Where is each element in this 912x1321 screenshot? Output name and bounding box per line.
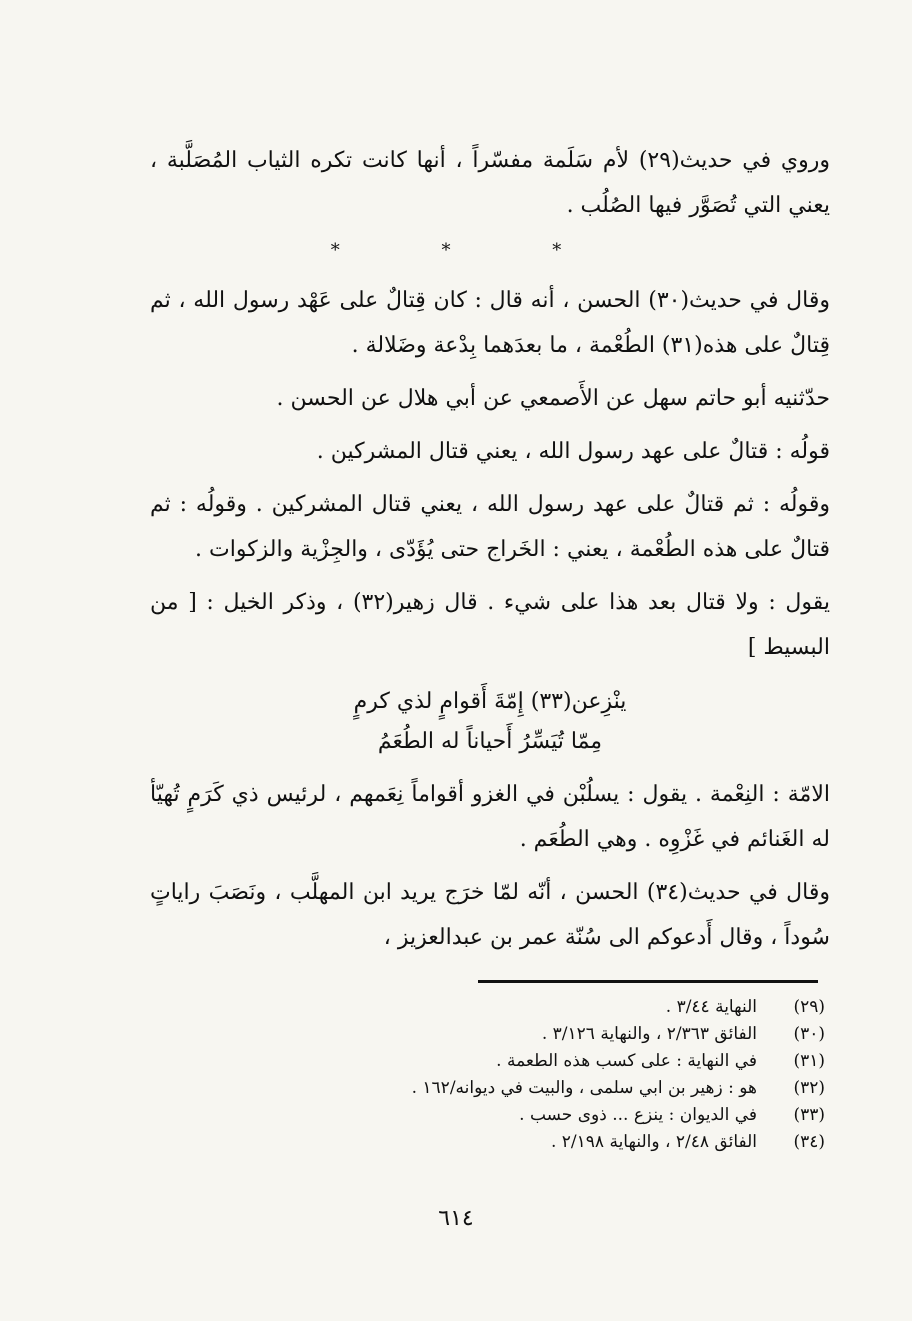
paragraph: وقولُه : ثم قتالٌ على عهد رسول الله ، يعني قتال المشركين . وقولُه : ثم قتالٌ على هذه الطُعْمة ، يعني : الخَراج حتى يُؤَدّى ، والجِزْية والزكوات . xyxy=(150,492,830,562)
verse-line: ينْزِعن(٣٣) إِمّةَ أَقوامٍ لذي كرمٍ xyxy=(353,689,627,714)
footnote-number: (٣٣) xyxy=(793,1105,825,1125)
footnote xyxy=(250,1129,825,1156)
footnote-text: الفائق ٢/٤٨ ، والنهاية ٢/١٩٨ . xyxy=(550,1132,757,1152)
page-number: ٦١٤ xyxy=(438,1206,474,1231)
verse-line: مِمّا تُيَسِّرُ أَحياناً له الطُعَمُ xyxy=(377,729,603,754)
paragraph: وقال في حديث(٣٤) الحسن ، أنّه لمّا خرَج يريد ابن المهلَّب ، ونَصَبَ راياتٍ سُوداً ، وقال أَدعوكم الى سُنّة عمر بن عبدالعزيز ، xyxy=(150,880,830,950)
footnote-number: (٣١) xyxy=(793,1051,825,1071)
section-separator: * * * xyxy=(330,240,610,261)
footnote-number: (٣٢) xyxy=(793,1078,825,1098)
paragraph: قولُه : قتالٌ على عهد رسول الله ، يعني قتال المشركين . xyxy=(316,439,830,464)
poem-verse xyxy=(150,682,830,762)
footnote-divider xyxy=(478,980,818,983)
footnote-text: النهاية ٣/٤٤ . xyxy=(665,997,757,1017)
footnote xyxy=(250,1075,825,1102)
footnote-text: الفائق ٢/٣٦٣ ، والنهاية ٣/١٢٦ . xyxy=(541,1024,757,1044)
footnote-text: في النهاية : على كسب هذه الطعمة . xyxy=(496,1051,757,1071)
paragraph: يقول : ولا قتال بعد هذا على شيء . قال زهير(٣٢) ، وذكر الخيل : [ من البسيط ] xyxy=(150,590,830,660)
footnote-number: (٢٩) xyxy=(793,997,825,1017)
footnote-text: في الديوان : ينزع ... ذوى حسب . xyxy=(519,1105,757,1125)
footnote xyxy=(250,994,825,1021)
footnote-number: (٣٤) xyxy=(793,1132,825,1152)
paragraph: وروي في حديث(٢٩) لأم سَلَمة مفسّراً ، أنها كانت تكره الثياب المُصَلَّبة ، يعني التي تُصَوَّر فيها الصُلُب . xyxy=(150,148,830,218)
paragraph: الامّة : النِعْمة . يقول : يسلُبْن في الغزو أقواماً نِعَمهم ، لرئيس ذي كَرَمٍ تُهيّأ له الغَنائم في غَزْوِه . وهي الطُعَم . xyxy=(150,782,830,852)
footnote xyxy=(250,1021,825,1048)
footnote xyxy=(250,1048,825,1075)
footnotes xyxy=(250,994,825,1156)
footnote-number: (٣٠) xyxy=(793,1024,825,1044)
paragraph: حدّثنيه أبو حاتم سهل عن الأَصمعي عن أبي هلال عن الحسن . xyxy=(276,386,830,411)
paragraph: وقال في حديث(٣٠) الحسن ، أنه قال : كان قِتالٌ على عَهْد رسول الله ، ثم قِتالٌ على هذه(٣١) الطُعْمة ، ما بعدَهما بِدْعة وضَلالة . xyxy=(150,288,831,358)
footnote-text: هو : زهير بن ابي سلمى ، والبيت في ديوانه/١٦٢ . xyxy=(411,1078,757,1098)
footnote xyxy=(250,1102,825,1129)
main-text xyxy=(150,138,830,968)
